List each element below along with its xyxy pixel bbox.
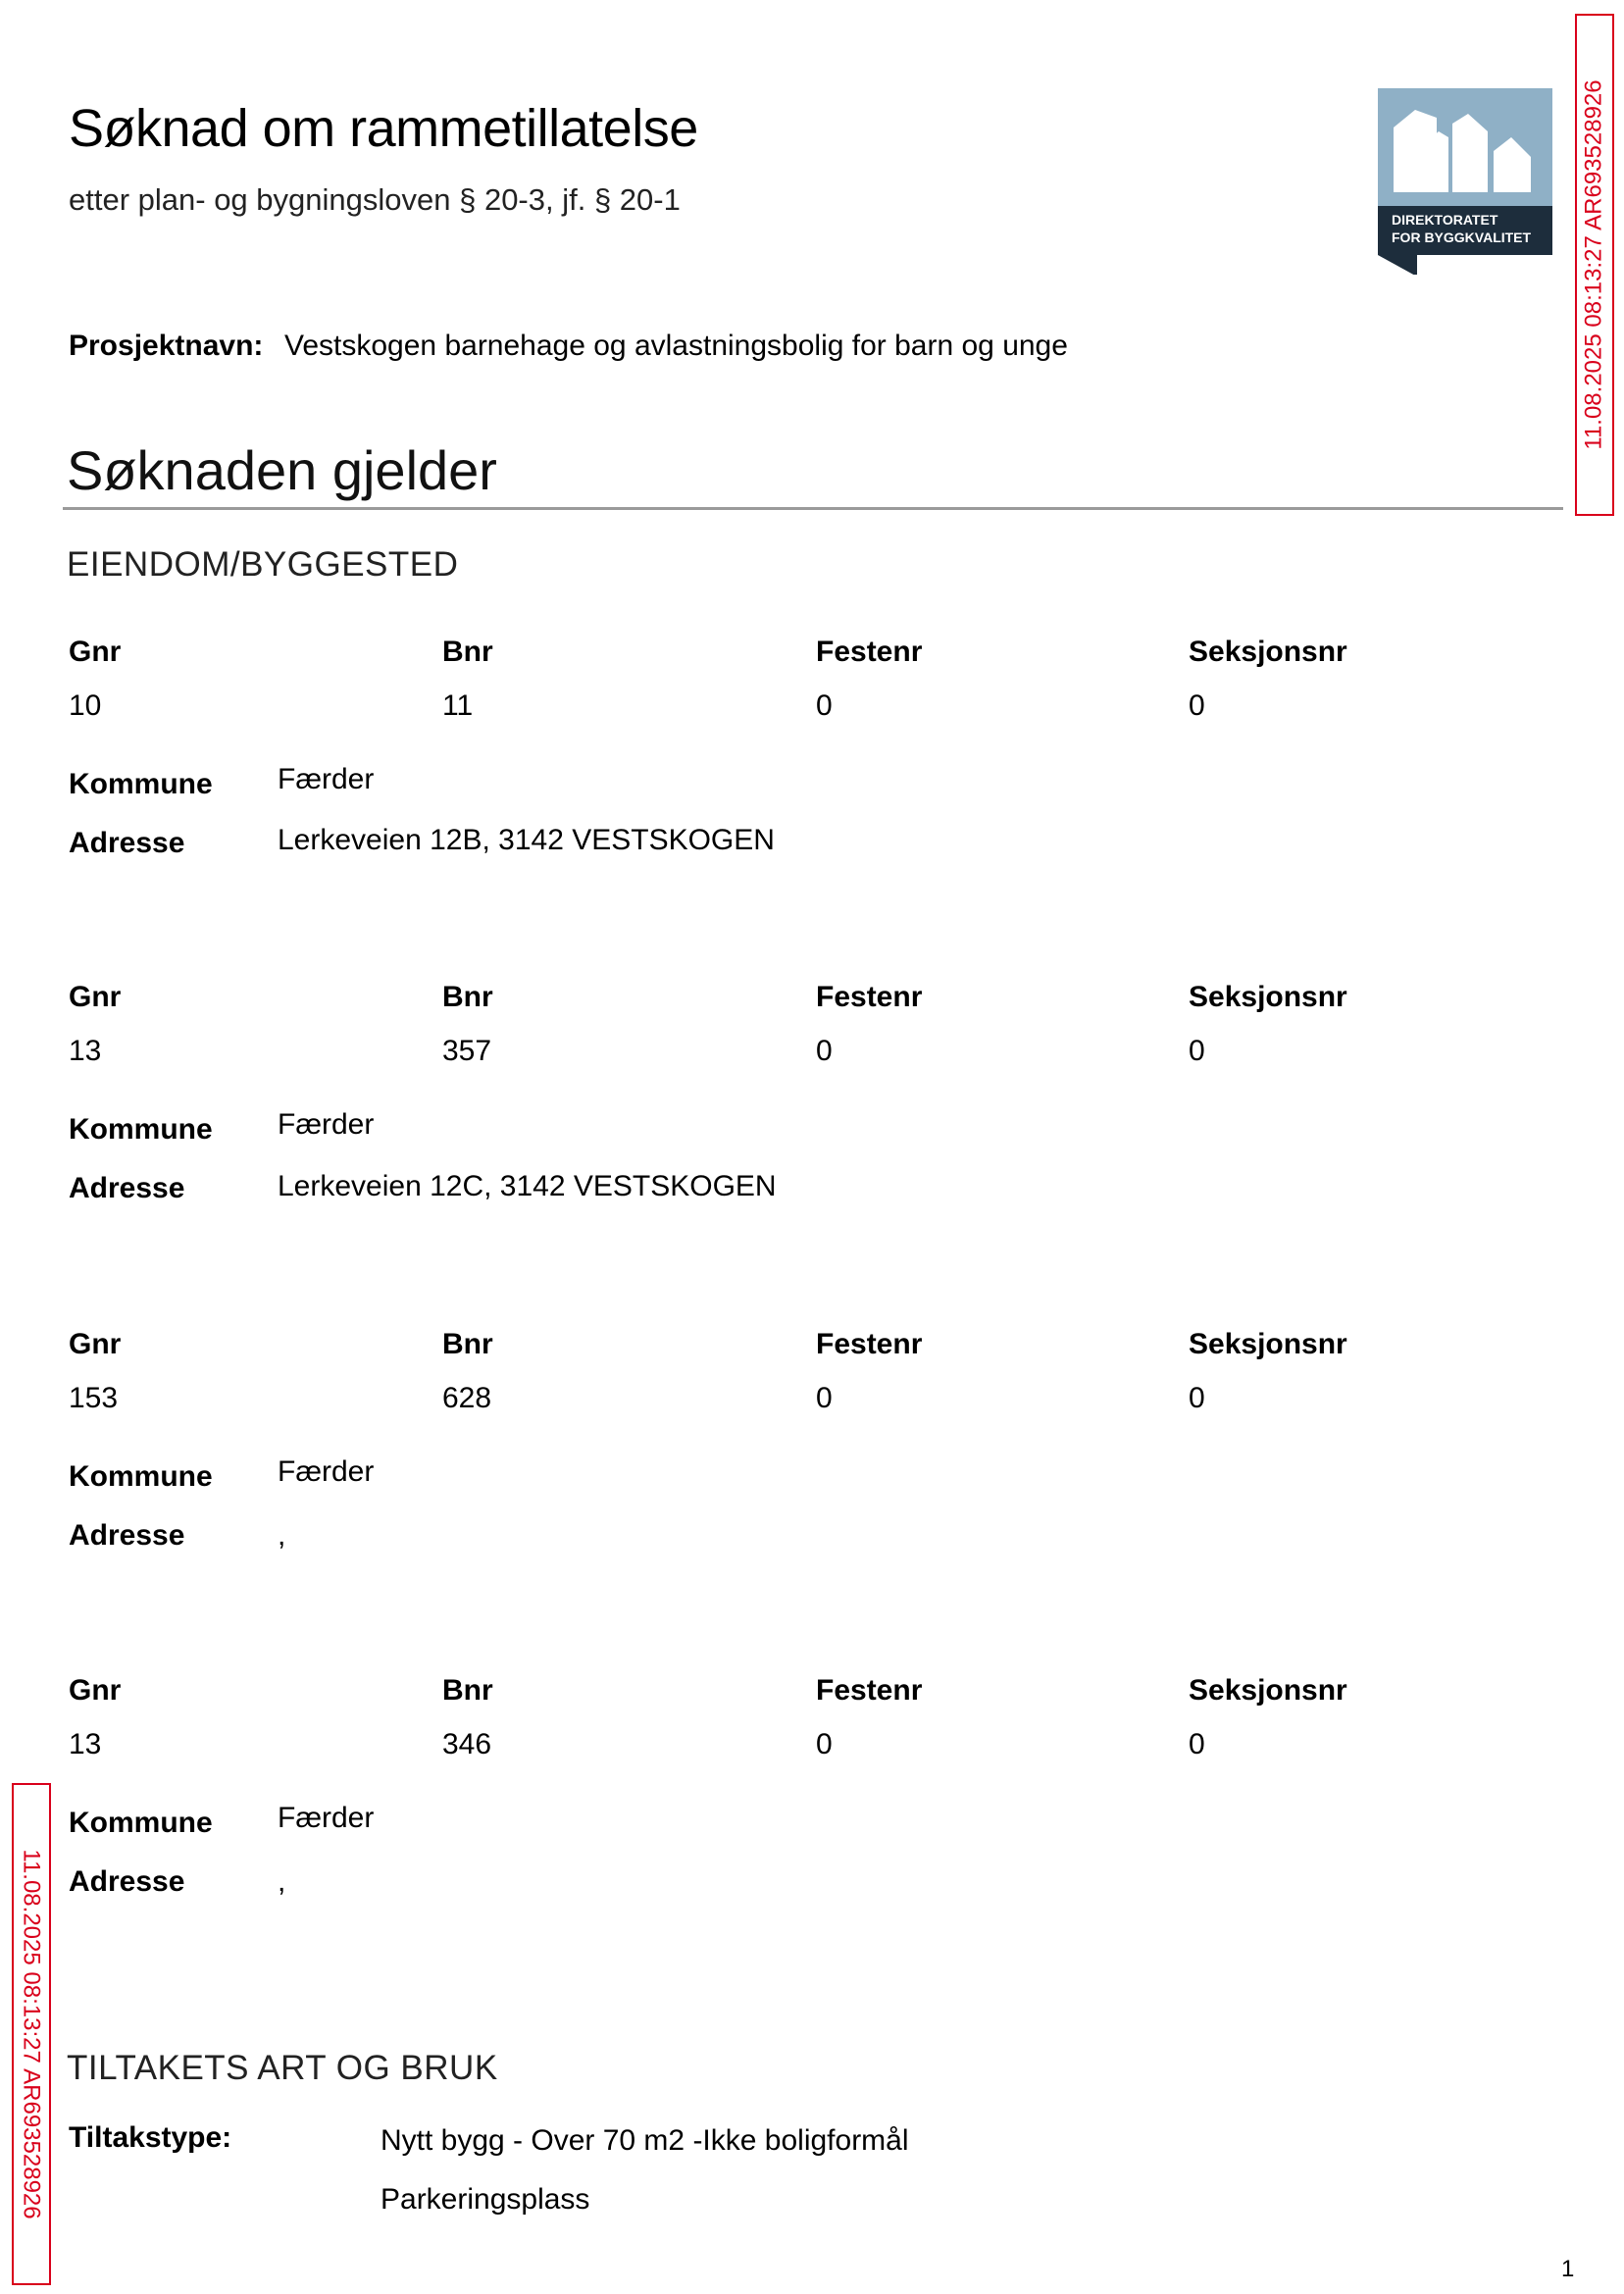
festenr-value: 0 (816, 689, 833, 722)
tiltakstype-value: Nytt bygg - Over 70 m2 -Ikke boligformål (381, 2124, 909, 2157)
kommune-value: Færder (278, 1108, 375, 1141)
dibk-logo (1378, 88, 1552, 275)
seksjonsnr-value: 0 (1189, 1035, 1205, 1067)
tiltakstype-value: Parkeringsplass (381, 2183, 590, 2216)
gnr-label: Gnr (69, 1328, 122, 1360)
festenr-value: 0 (816, 1035, 833, 1067)
adresse-value: Lerkeveien 12C, 3142 VESTSKOGEN (278, 1170, 777, 1202)
project-value: Vestskogen barnehage og avlastningsbolig for barn og unge (284, 330, 1068, 362)
adresse-label: Adresse (69, 827, 185, 859)
timestamp-stamp-left: 11.08.2025 08:13:27 AR693528926 (12, 1783, 51, 2285)
kommune-label: Kommune (69, 1460, 213, 1493)
gnr-value: 10 (69, 689, 102, 722)
festenr-label: Festenr (816, 1328, 923, 1360)
bnr-label: Bnr (442, 1328, 493, 1360)
timestamp-stamp: 11.08.2025 08:13:27 AR693528926 (1575, 14, 1614, 516)
kommune-value: Færder (278, 1802, 375, 1834)
page-title: Søknad om rammetillatelse (69, 99, 698, 158)
bnr-label: Bnr (442, 1674, 493, 1707)
seksjonsnr-label: Seksjonsnr (1189, 636, 1347, 668)
gnr-value: 13 (69, 1035, 102, 1067)
gnr-label: Gnr (69, 981, 122, 1013)
seksjonsnr-label: Seksjonsnr (1189, 981, 1347, 1013)
logo-line2: FOR BYGGKVALITET (1392, 229, 1532, 245)
festenr-label: Festenr (816, 981, 923, 1013)
page-number: 1 (1561, 2256, 1575, 2282)
gnr-value: 153 (69, 1382, 119, 1414)
festenr-value: 0 (816, 1382, 833, 1414)
festenr-value: 0 (816, 1728, 833, 1760)
festenr-label: Festenr (816, 636, 923, 668)
bnr-value: 628 (442, 1382, 492, 1414)
gnr-label: Gnr (69, 636, 122, 668)
bnr-value: 357 (442, 1035, 492, 1067)
adresse-value: , (278, 1519, 286, 1552)
adresse-label: Adresse (69, 1519, 185, 1552)
festenr-label: Festenr (816, 1674, 923, 1707)
page-subtitle: etter plan- og bygningsloven § 20-3, jf. § 20-1 (69, 182, 681, 217)
seksjonsnr-label: Seksjonsnr (1189, 1674, 1347, 1707)
bnr-label: Bnr (442, 981, 493, 1013)
seksjonsnr-value: 0 (1189, 1728, 1205, 1760)
heading-divider (63, 507, 1563, 510)
gnr-label: Gnr (69, 1674, 122, 1707)
kommune-label: Kommune (69, 768, 213, 800)
kommune-label: Kommune (69, 1807, 213, 1839)
project-label: Prosjektnavn: (69, 330, 264, 362)
kommune-value: Færder (278, 1455, 375, 1488)
adresse-value: , (278, 1865, 286, 1898)
tiltakstype-label: Tiltakstype: (69, 2121, 232, 2154)
bnr-value: 11 (442, 689, 474, 722)
seksjonsnr-label: Seksjonsnr (1189, 1328, 1347, 1360)
seksjonsnr-value: 0 (1189, 689, 1205, 722)
adresse-label: Adresse (69, 1865, 185, 1898)
kommune-value: Færder (278, 763, 375, 795)
adresse-label: Adresse (69, 1172, 185, 1204)
bnr-label: Bnr (442, 636, 493, 668)
gnr-value: 13 (69, 1728, 102, 1760)
adresse-value: Lerkeveien 12B, 3142 VESTSKOGEN (278, 824, 775, 856)
tiltak-heading: TILTAKETS ART OG BRUK (67, 2049, 498, 2087)
seksjonsnr-value: 0 (1189, 1382, 1205, 1414)
kommune-label: Kommune (69, 1113, 213, 1146)
section-heading: Søknaden gjelder (67, 439, 497, 501)
logo-line1: DIREKTORATET (1392, 212, 1498, 228)
property-heading: EIENDOM/BYGGESTED (67, 545, 459, 584)
bnr-value: 346 (442, 1728, 492, 1760)
